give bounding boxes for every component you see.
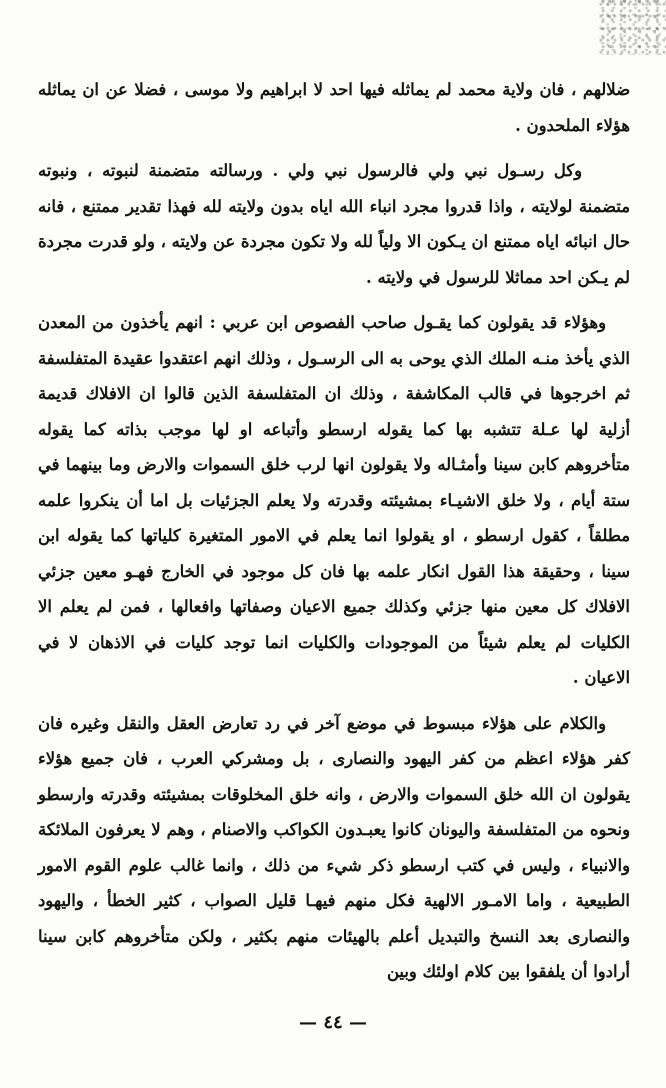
- body-text: [38, 72, 630, 990]
- paragraph-1: ضلالهم ، فان ولاية محمد لم يماثله فيها احد لا ابراهيم ولا موسى ، فضلا عن ان يماثله هؤلاء الملحدون .: [38, 80, 631, 135]
- paragraph-2: وكل رسـول نبي ولي فالرسول نبي ولي . ورسالته متضمنة لنبوته ، ونبوته متضمنة لولايته ، واذا قدروا مجرد انباء الله اياه بدون ولايته لله فهذا تقدير ممتنع ، فانه حال انبائه اياه ممتنع ان يـكون الا ولياً لله ولا تكون مجردة عن ولايته ، ولو قدرت مجردة لم يـكن احد مماثلا للرسول في ولايته .: [38, 161, 630, 287]
- page-number: — ٤٤ —: [299, 1012, 367, 1033]
- scan-noise-corner: [596, 0, 666, 55]
- paragraph-3: وهؤلاء قد يقولون كما يقـول صاحب الفصوص ابن عربي : انهم يأخذون من المعدن الذي يأخذ منـه الملك الذي يوحى به الى الرسـول ، وذلك انهم اعتقدوا عقيدة المتفلسفة ثم اخرجوها في قالب المكاشفة ، وذلك ان المتفلسفة الذين قالوا ان الافلاك قديمة أزلية لها عـلة تتشبه بها كما يقوله ارسطو وأتباعه او لها موجب بذاته كما يقوله متأخروهم كابن سينا وأمثـاله ولا يقولون انها لرب خلق السموات والارض وما بينهما في ستة أيام ، ولا خلق الاشيـاء بمشيئته وقدرته ولا يعلم الجزئيات بل اما أن ينكروا علمه مطلقاً ، كقول ارسطو ، او يقولوا انما يعلم في الامور المتغيرة كلياتها كما يقوله ابن سينا ، وحقيقة هذا القول انكار علمه بها فان كل موجود في الخارج فهـو معين جزئي الافلاك كل معين منها جزئي وكذلك جميع الاعيان وصفاتها وافعالها ، فمن لم يعلم الا الكليات لم يعلم شيئاً من الموجودات والكليات انما توجد كليات في الاذهان لا في الاعيان .: [38, 313, 630, 687]
- paragraph-4: والكلام على هؤلاء مبسوط في موضع آخر في رد تعارض العقل والنقل وغيره فان كفر هؤلاء اعظم من كفر اليهود والنصارى ، بل ومشركي العرب ، فان جميع هؤلاء يقولون ان الله خلق السموات والارض ، وانه خلق المخلوقات بمشيئته وقدرته وارسطو ونحوه من المتفلسفة واليونان كانوا يعبـدون الكواكب والاصنام ، وهم لا يعرفون الملائكة والانبياء ، وليس في كتب ارسطو ذكر شيء من ذلك ، وانما غالب علوم القوم الامور الطبيعية ، واما الامـور الالهية فكل منهم فيهـا قليل الصواب ، كثير الخطأ ، واليهود والنصارى بعد النسخ والتبديل أعلم بالهيئات منهم بكثير ، ولكن متأخروهم كابن سينا أرادوا أن يلفقوا بين كلام اولئك وبين: [38, 713, 630, 981]
